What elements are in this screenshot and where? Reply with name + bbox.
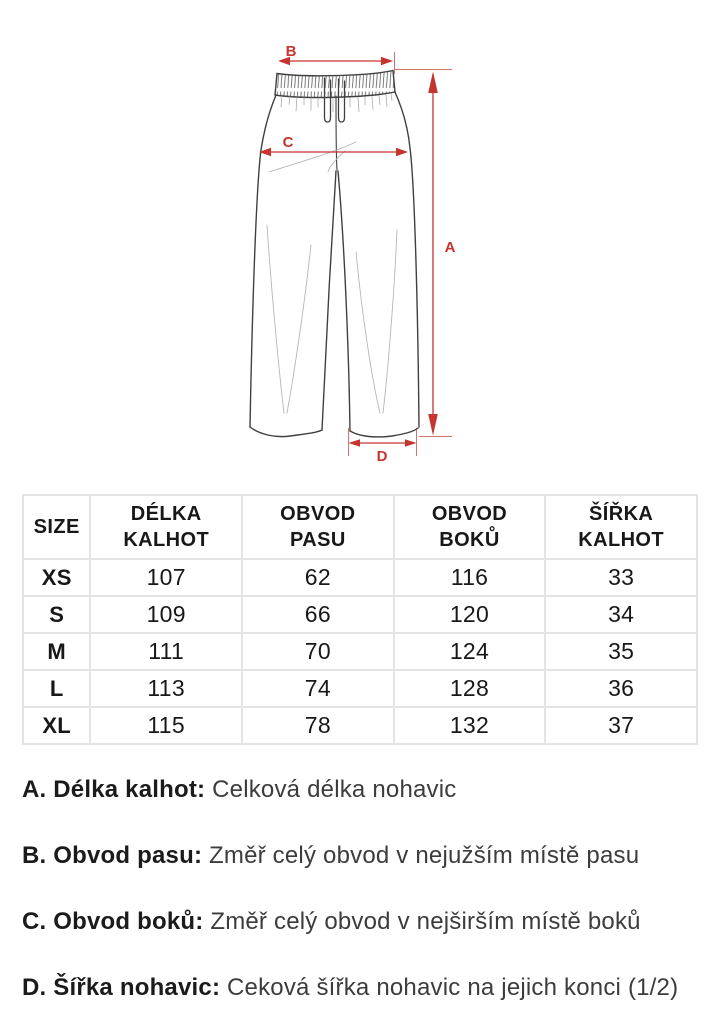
size-cell: XS [23,559,90,596]
column-header-obvod-pasu: OBVOD PASU [242,495,394,559]
value-cell: 74 [242,670,394,707]
value-cell: 66 [242,596,394,633]
value-cell: 36 [545,670,697,707]
dimension-arrowheads [259,57,438,447]
legend-item-b-text: Změř celý obvod v nejužším místě pasu [209,842,640,869]
legend-item-a-label: A. Délka kalhot: [22,776,206,803]
legend-item-d [22,973,702,1003]
column-header-sirka-kalhot: ŠÍŘKA KALHOT [545,495,697,559]
size-cell: S [23,596,90,633]
dimension-label-a: A [444,239,456,256]
value-cell: 107 [90,559,242,596]
value-cell: 120 [394,596,546,633]
legend-item-d-label: D. Šířka nohavic: [22,974,221,1001]
value-cell: 115 [90,707,242,744]
dimension-labels [283,43,456,465]
pants-diagram [0,0,720,490]
dimension-label-d: D [376,448,388,465]
value-cell: 35 [545,633,697,670]
column-header-delka-kalhot: DÉLKA KALHOT [90,495,242,559]
legend-item-c-label: C. Obvod boků: [22,908,204,935]
legend-item-a-text: Celková délka nohavic [212,776,457,803]
dimension-lines [259,52,452,456]
dimension-label-b: B [285,43,297,60]
value-cell: 78 [242,707,394,744]
dimension-label-c: C [282,134,294,151]
size-cell: XL [23,707,90,744]
value-cell: 116 [394,559,546,596]
sketch-lines [267,142,397,413]
column-header-size: SIZE [23,495,90,559]
value-cell: 113 [90,670,242,707]
column-header-obvod-boku: OBVOD BOKŮ [394,495,546,559]
value-cell: 124 [394,633,546,670]
size-cell: M [23,633,90,670]
value-cell: 37 [545,707,697,744]
legend-item-b-label: B. Obvod pasu: [22,842,203,869]
size-table-header-row [23,495,697,559]
pants-outline [250,71,419,437]
legend-item-b [22,841,702,871]
legend-item-c [22,907,702,937]
value-cell: 128 [394,670,546,707]
size-cell: L [23,670,90,707]
value-cell: 70 [242,633,394,670]
measurement-legend [22,775,702,1032]
value-cell: 62 [242,559,394,596]
value-cell: 109 [90,596,242,633]
pants-diagram-svg [0,0,720,490]
legend-item-a [22,775,702,805]
value-cell: 33 [545,559,697,596]
legend-item-d-text: Ceková šířka nohavic na jejich konci (1/2) [227,974,679,1001]
value-cell: 34 [545,596,697,633]
table-row-xs [23,559,697,596]
table-row-xl [23,707,697,744]
size-table [22,494,698,745]
table-row-s [23,596,697,633]
value-cell: 111 [90,633,242,670]
table-row-m [23,633,697,670]
legend-item-c-text: Změř celý obvod v nejširším místě boků [210,908,641,935]
value-cell: 132 [394,707,546,744]
table-row-l [23,670,697,707]
